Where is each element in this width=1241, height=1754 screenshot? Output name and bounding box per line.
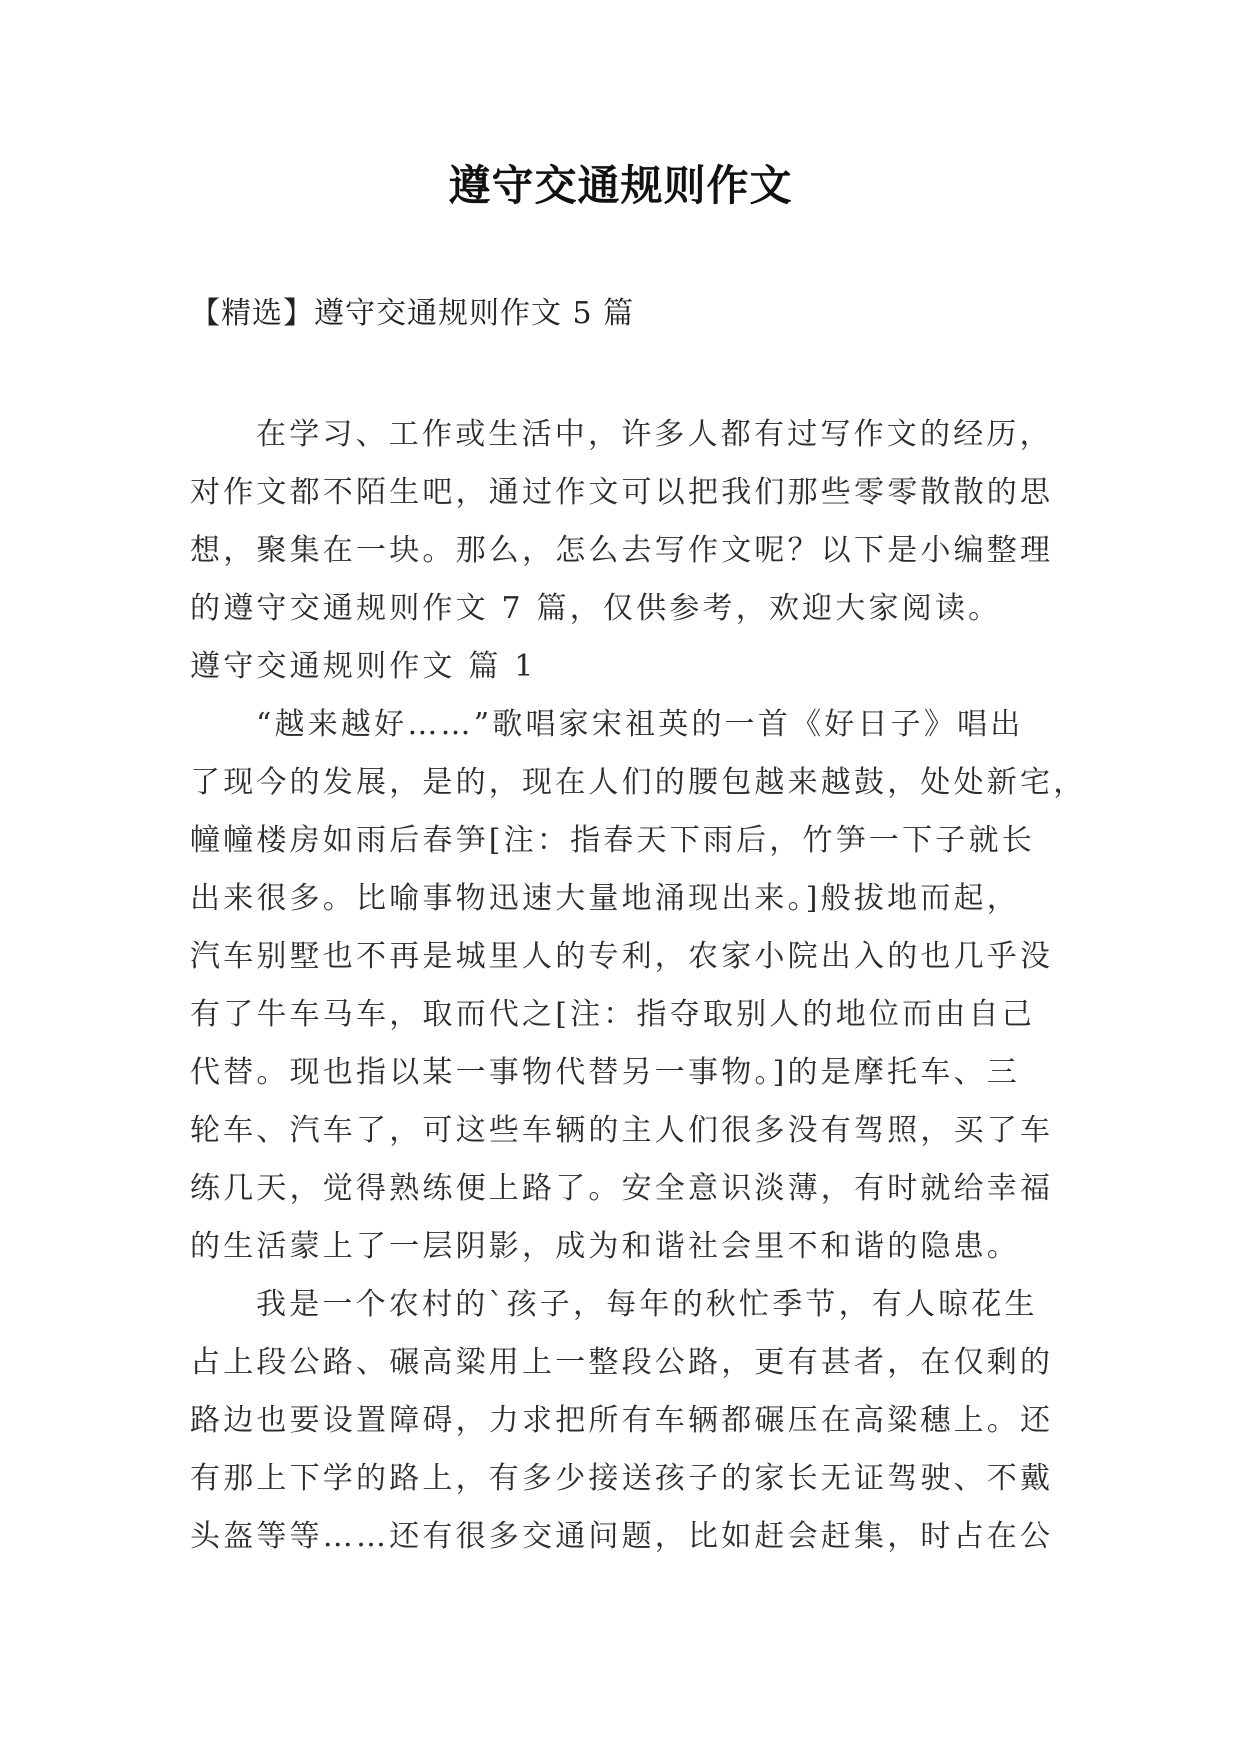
text-line: 想，聚集在一块。那么，怎么去写作文呢？以下是小编整理	[190, 533, 1054, 568]
text-line: 有那上下学的路上，有多少接送孩子的家长无证驾驶、不戴	[190, 1461, 1054, 1496]
document-subtitle: 【精选】遵守交通规则作文 5 篇	[190, 296, 635, 331]
text-line: 遵守交通规则作文 篇 1	[190, 649, 537, 684]
text-line: 了现今的发展，是的，现在人们的腰包越来越鼓，处处新宅，	[190, 765, 1087, 800]
document-title: 遵守交通规则作文	[448, 161, 793, 210]
text-line: 的遵守交通规则作文 7 篇，仅供参考，欢迎大家阅读。	[190, 591, 1002, 626]
text-line: 代替。现也指以某一事物代替另一事物。]的是摩托车、三	[190, 1055, 1020, 1090]
text-line: 出来很多。比喻事物迅速大量地涌现出来。]般拔地而起，	[190, 881, 1020, 916]
text-line: 汽车别墅也不再是城里人的专利，农家小院出入的也几乎没	[190, 939, 1054, 974]
text-line: 的生活蒙上了一层阴影，成为和谐社会里不和谐的隐患。	[190, 1229, 1020, 1264]
text-line: 我是一个农村的`孩子，每年的秋忙季节，有人晾花生	[256, 1287, 1038, 1322]
text-line: 在学习、工作或生活中，许多人都有过写作文的经历，	[256, 417, 1053, 452]
text-line: 对作文都不陌生吧，通过作文可以把我们那些零零散散的思	[190, 475, 1054, 510]
document-body	[190, 406, 1087, 1566]
text-line: 轮车、汽车了，可这些车辆的主人们很多没有驾照，买了车	[190, 1113, 1054, 1148]
text-line: “越来越好……”歌唱家宋祖英的一首《好日子》唱出	[256, 707, 1024, 742]
text-line: 头盔等等……还有很多交通问题，比如赶会赶集，时占在公	[190, 1519, 1054, 1554]
text-line: 路边也要设置障碍，力求把所有车辆都碾压在高粱穗上。还	[190, 1403, 1054, 1438]
text-line: 有了牛车马车，取而代之[注：指夺取别人的地位而由自己	[190, 997, 1035, 1032]
text-line: 占上段公路、碾高粱用上一整段公路，更有甚者，在仅剩的	[190, 1345, 1054, 1380]
text-line: 幢幢楼房如雨后春笋[注：指春天下雨后，竹笋一下子就长	[190, 823, 1035, 858]
text-line: 练几天，觉得熟练便上路了。安全意识淡薄，有时就给幸福	[190, 1171, 1054, 1206]
